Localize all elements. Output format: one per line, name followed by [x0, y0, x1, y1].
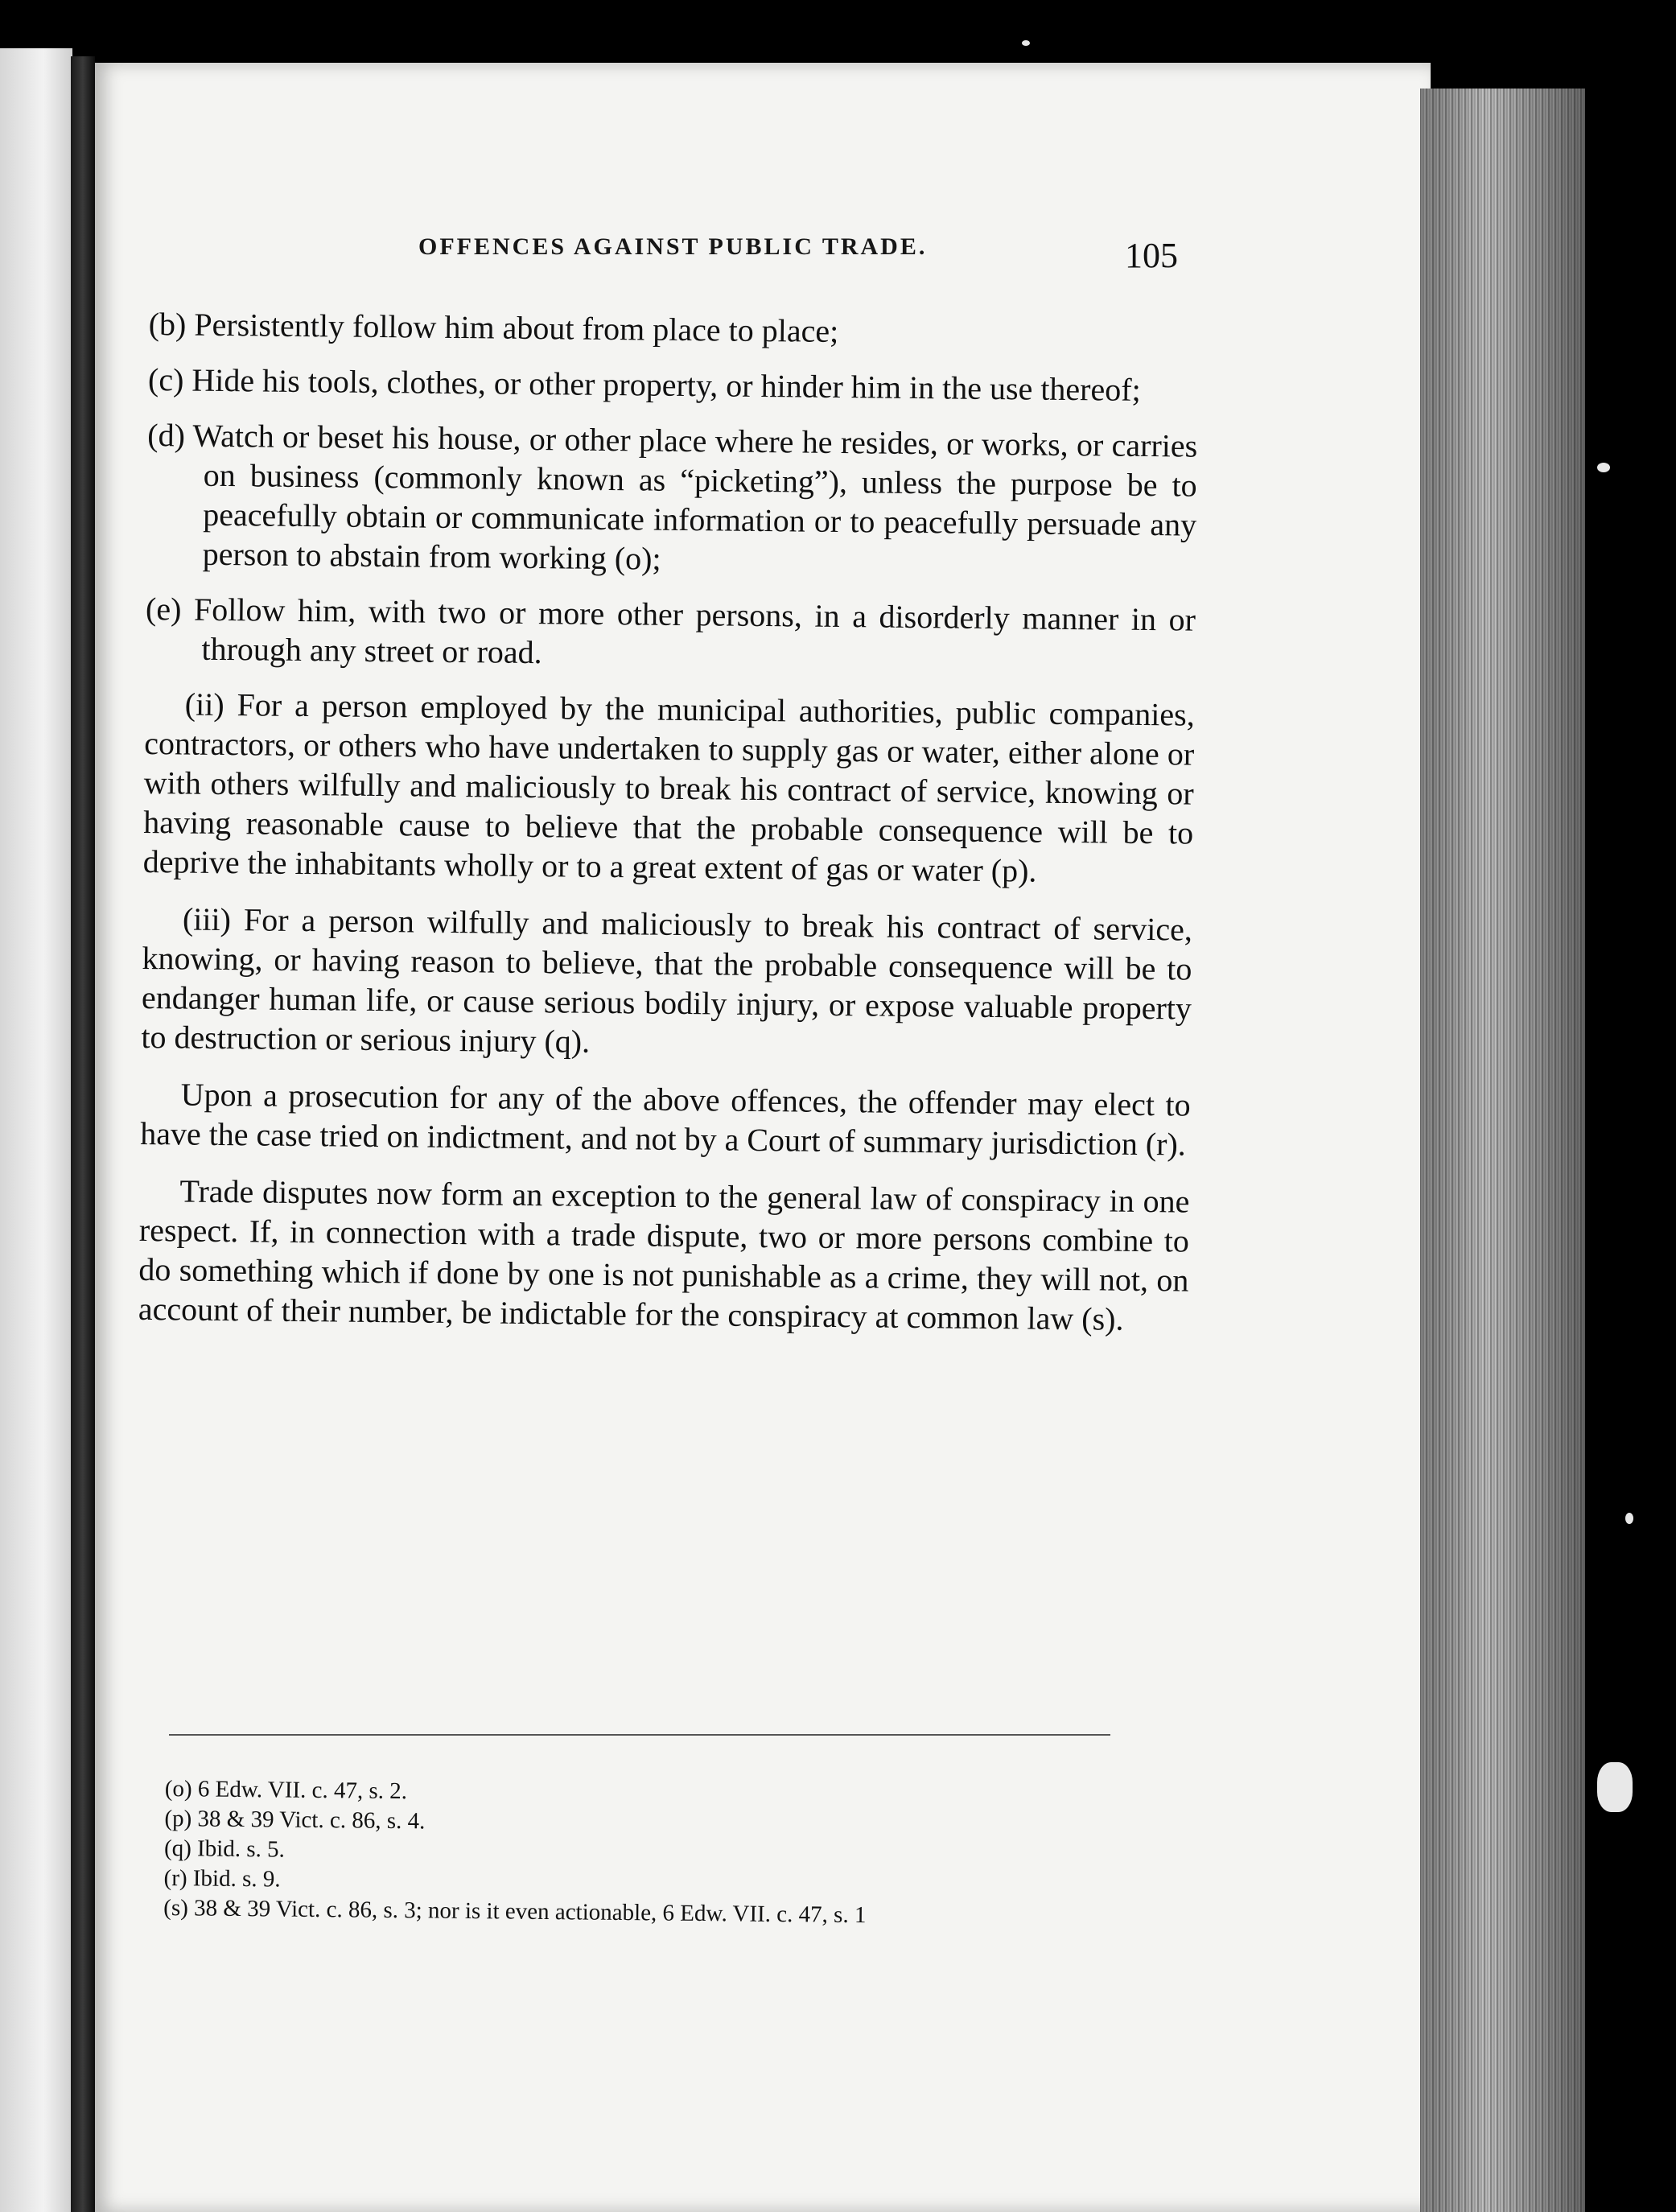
scan-speck	[1597, 463, 1610, 472]
footnotes	[163, 1774, 1211, 1934]
scan-speck	[1597, 1762, 1633, 1812]
clause-c: (c) Hide his tools, clothes, or other property, or hinder him in the use thereof;	[147, 360, 1141, 408]
fore-edge-shadow	[1420, 89, 1585, 2212]
page-body	[138, 304, 1198, 1357]
footnote-rule	[169, 1734, 1110, 1736]
clause-d: (d) Watch or beset his house, or other place where he resides, or works, or carries on business (commonly known as “picketing”), unless the purpose be to peacefully obtain or communicate information or to peacefully persuade any person to abstain from working (o);	[147, 416, 1198, 577]
footnote-r: (r) Ibid. s. 9.	[163, 1864, 281, 1893]
page-number: 105	[1125, 236, 1178, 275]
footnote-q: (q) Ibid. s. 5.	[163, 1835, 286, 1863]
paragraph-trade-disputes: Trade disputes now form an exception to the general law of conspiracy in one respect. If, in connection with a trade dispute, two or more persons combine to do something which if done by one is not punishable as a crime, they will not, on account of their number, be indictable for the conspiracy at common law (s).	[138, 1172, 1190, 1337]
footnote-p: (p) 38 & 39 Vict. c. 86, s. 4.	[164, 1805, 426, 1835]
footnote-s: (s) 38 & 39 Vict. c. 86, s. 3; nor is it even actionable, 6 Edw. VII. c. 47, s. 1	[163, 1894, 867, 1929]
scan-speck	[1022, 40, 1030, 46]
footnote-o: (o) 6 Edw. VII. c. 47, s. 2.	[164, 1776, 408, 1805]
running-title: OFFENCES AGAINST PUBLIC TRADE.	[418, 233, 928, 260]
paragraph-iii: (iii) For a person wilfully and maliciously to break his contract of service, knowing, or having reason to believe, that the probable consequence will be to endanger human life, or cause serious bodily injury, or expose valuable property to destruction or serious injury (q).	[141, 900, 1193, 1060]
clause-e: (e) Follow him, with two or more other persons, in a disorderly manner in or through any street or road.	[145, 590, 1196, 671]
book-gutter	[71, 56, 95, 2212]
scan-speck	[1625, 1513, 1633, 1524]
paragraph-prosecution: Upon a prosecution for any of the above offences, the offender may elect to have the case tried on indictment, and not by a Court of summary jurisdiction (r).	[139, 1076, 1191, 1163]
clause-b: (b) Persistently follow him about from place to place;	[148, 305, 839, 349]
paragraph-ii: (ii) For a person employed by the municipal authorities, public companies, contractors, or others who have undertaken to supply gas or water, either alone or with others wilfully and maliciously to break his contract of service, knowing or having reasonable cause to believe that the probable consequence will be to deprive the inhabitants wholly or to a great extent of gas or water (p).	[142, 686, 1195, 889]
left-page-edge	[0, 48, 72, 2212]
